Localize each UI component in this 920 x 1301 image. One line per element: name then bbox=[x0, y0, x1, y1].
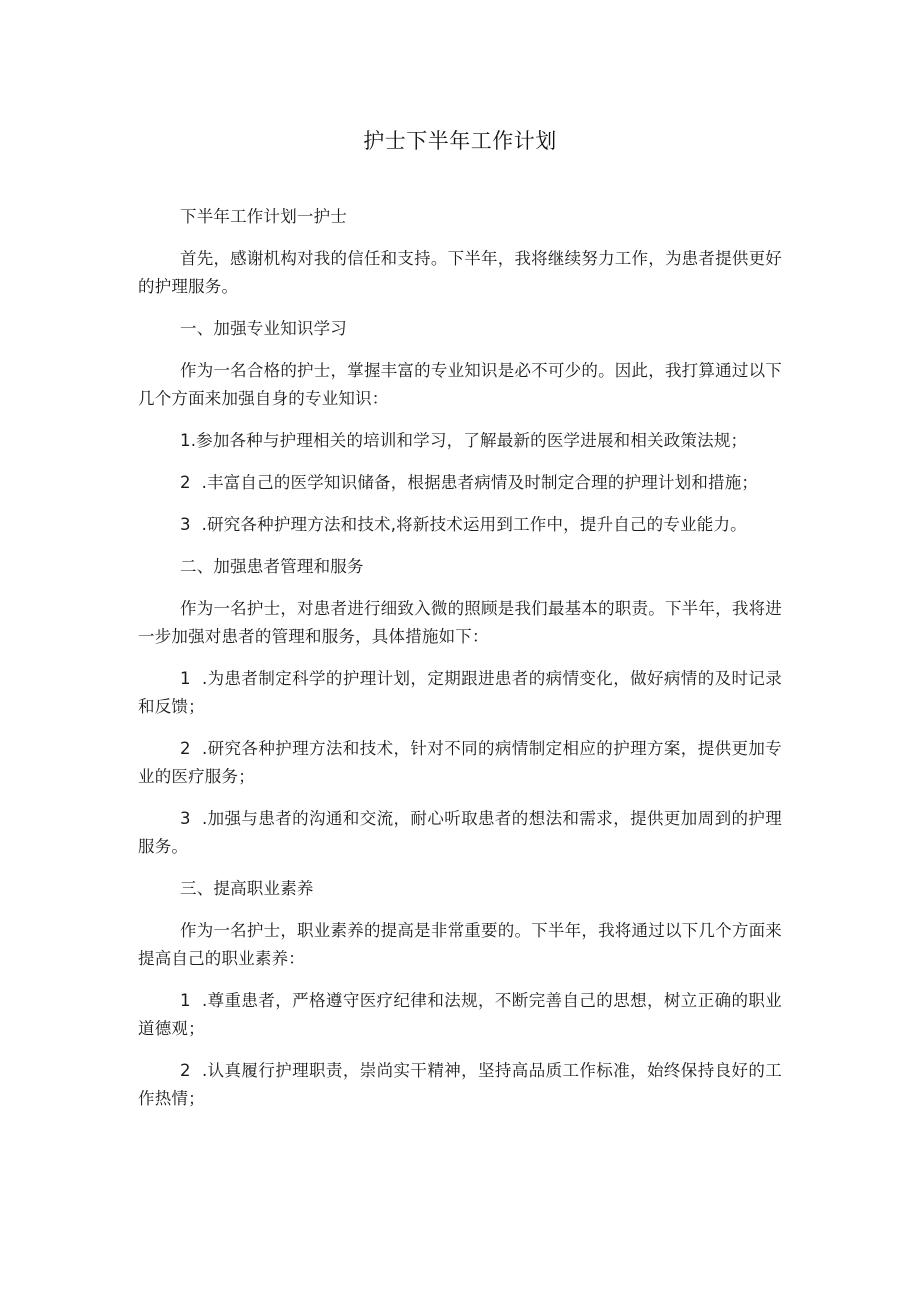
section-heading-1: 一、加强专业知识学习 bbox=[180, 319, 347, 338]
section-heading-3: 三、提高职业素养 bbox=[180, 879, 314, 898]
section-heading-2: 二、加强患者管理和服务 bbox=[180, 557, 364, 576]
document-body bbox=[138, 203, 782, 1127]
intro-paragraph: 首先，感谢机构对我的信任和支持。下半年，我将继续努力工作，为患者提供更好的护理服务。 bbox=[138, 249, 782, 296]
section-1-intro: 作为一名合格的护士，掌握丰富的专业知识是必不可少的。因此，我打算通过以下几个方面来加强自身的专业知识： bbox=[138, 361, 782, 408]
section-2-item-2: 2 .研究各种护理方法和技术，针对不同的病情制定相应的护理方案，提供更加专业的医疗服务； bbox=[138, 739, 782, 786]
section-1-item-3: 3 .研究各种护理方法和技术,将新技术运用到工作中，提升自己的专业能力。 bbox=[180, 515, 747, 534]
subtitle-paragraph: 下半年工作计划一护士 bbox=[180, 207, 347, 226]
section-2-item-3: 3 .加强与患者的沟通和交流，耐心听取患者的想法和需求，提供更加周到的护理服务。 bbox=[138, 809, 782, 856]
section-1-item-2: 2 .丰富自己的医学知识储备，根据患者病情及时制定合理的护理计划和措施； bbox=[180, 473, 759, 492]
section-2-intro: 作为一名护士，对患者进行细致入微的照顾是我们最基本的职责。下半年，我将进一步加强对患者的管理和服务，具体措施如下： bbox=[138, 599, 782, 646]
section-1-item-1: 1.参加各种与护理相关的培训和学习，了解最新的医学进展和相关政策法规； bbox=[180, 431, 748, 450]
section-3-intro: 作为一名护士，职业素养的提高是非常重要的。下半年，我将通过以下几个方面来提高自己的职业素养： bbox=[138, 921, 782, 968]
section-2-item-1: 1 .为患者制定科学的护理计划，定期跟进患者的病情变化，做好病情的及时记录和反馈； bbox=[138, 669, 782, 716]
section-3-item-1: 1 .尊重患者，严格遵守医疗纪律和法规，不断完善自己的思想，树立正确的职业道德观； bbox=[138, 991, 782, 1038]
document-title: 护士下半年工作计划 bbox=[363, 129, 557, 153]
section-3-item-2: 2 .认真履行护理职责，崇尚实干精神，坚持高品质工作标准，始终保持良好的工作热情； bbox=[138, 1061, 782, 1108]
